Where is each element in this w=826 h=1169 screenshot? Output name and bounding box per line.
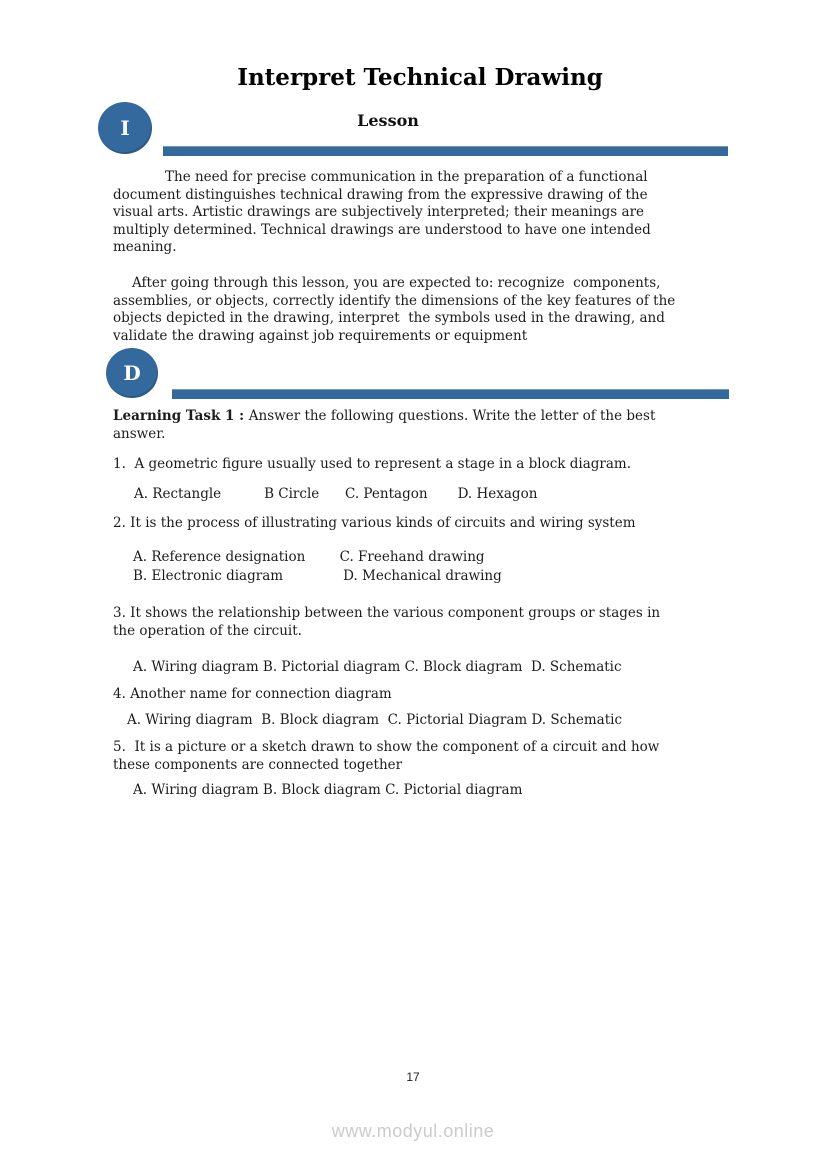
lesson-heading: Lesson [357, 111, 419, 130]
question-3-text: 3. It shows the relationship between the various component groups or stages in [113, 605, 661, 621]
question-3-text: the operation of the circuit. [113, 623, 302, 639]
question-5-options [133, 782, 522, 800]
site-watermark: www.modyul.online [331, 1121, 495, 1141]
question-5-text: these components are connected together [113, 757, 403, 773]
section-badge-d [106, 348, 158, 398]
objectives-paragraph [113, 275, 675, 345]
page-title: Interpret Technical Drawing [237, 64, 603, 91]
paragraph-line: objects depicted in the drawing, interpret the symbols used in the drawing, and [113, 310, 665, 326]
paragraph-line: multiply determined. Technical drawings are understood to have one intended [113, 221, 651, 238]
paragraph-line: The need for precise communication in the preparation of a functional [165, 169, 648, 185]
question-2-text: 2. It is the process of illustrating various kinds of circuits and wiring system [113, 515, 636, 531]
question-3-options-line: A. Wiring diagram B. Pictorial diagram C. Block diagram D. Schematic [133, 659, 622, 675]
question-4 [113, 686, 392, 704]
question-5-options-line: A. Wiring diagram B. Block diagram C. Pictorial diagram [133, 782, 523, 798]
question-4-options [127, 712, 622, 730]
question-5 [113, 738, 659, 774]
section-divider-bar-top [163, 146, 728, 156]
question-2-options-line: A. Reference designation C. Freehand drawing [133, 549, 485, 565]
intro-paragraph [113, 169, 651, 257]
question-4-text: 4. Another name for connection diagram [113, 686, 392, 702]
section-badge-i-label: I [120, 116, 130, 140]
question-2 [113, 515, 636, 533]
question-1 [113, 456, 631, 474]
question-3 [113, 604, 660, 640]
section-divider-bar-develop [172, 389, 729, 399]
learning-task-line-1 [113, 408, 655, 426]
question-1-text: 1. A geometric figure usually used to represent a stage in a block diagram. [113, 456, 632, 472]
question-5-text: 5. It is a picture or a sketch drawn to show the component of a circuit and how [113, 739, 660, 755]
learning-task-instructions: Answer the following questions. Write the letter of the best [248, 408, 656, 424]
learning-task-label: Learning Task 1 : [113, 408, 249, 424]
question-1-options [134, 486, 537, 504]
paragraph-line: document distinguishes technical drawing from the expressive drawing of the [113, 186, 648, 203]
question-2-options [133, 548, 502, 586]
paragraph-line: validate the drawing against job requirements or equipment [113, 327, 528, 344]
section-badge-d-label: D [123, 361, 141, 385]
paragraph-line: After going through this lesson, you are expected to: recognize components, [132, 275, 661, 291]
question-3-options [133, 659, 622, 677]
paragraph-line: assemblies, or objects, correctly identify the dimensions of the key features of the [113, 292, 676, 309]
paragraph-line: visual arts. Artistic drawings are subjectively interpreted; their meanings are [113, 204, 645, 220]
question-2-options-line: B. Electronic diagram D. Mechanical drawing [133, 568, 502, 584]
question-4-options-line: A. Wiring diagram B. Block diagram C. Pictorial Diagram D. Schematic [127, 712, 623, 728]
paragraph-line: meaning. [113, 239, 177, 255]
question-1-options-line: A. Rectangle B Circle C. Pentagon D. Hexagon [134, 486, 538, 502]
page-number: 17 [406, 1070, 420, 1084]
learning-task-line-2: answer. [113, 425, 166, 442]
learning-task-heading [113, 408, 655, 443]
